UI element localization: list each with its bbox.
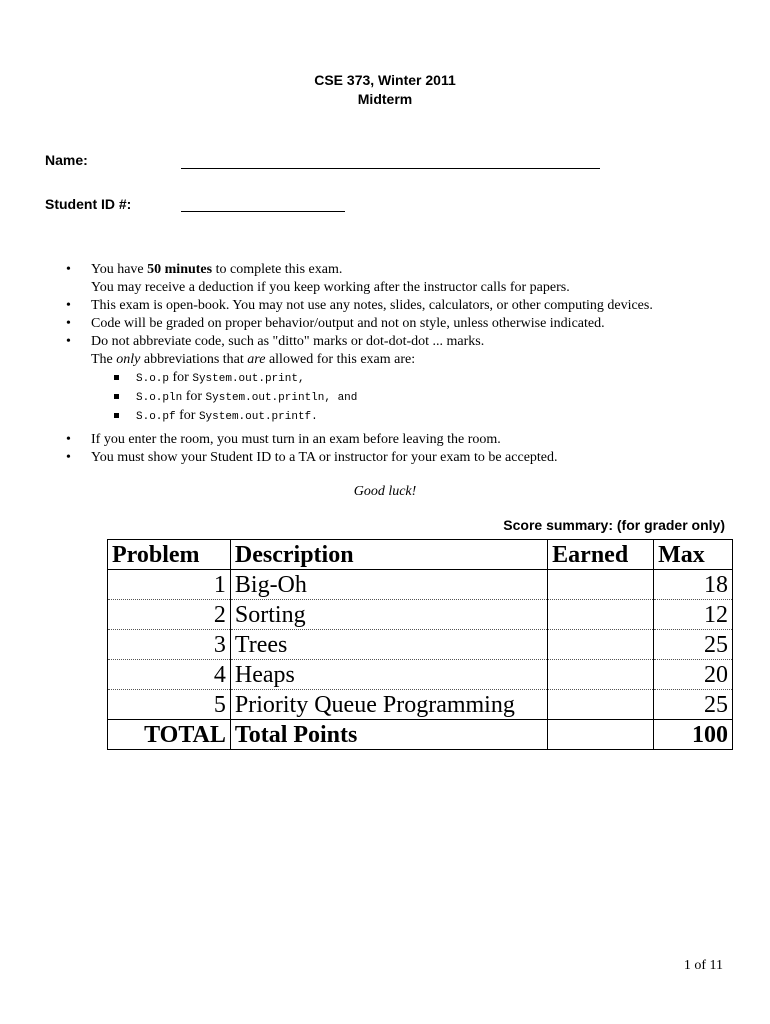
bullet-icon: • xyxy=(66,450,71,465)
good-luck-text: Good luck! xyxy=(353,484,417,499)
instruction-room: • If you enter the room, you must turn in an exam before leaving the room. xyxy=(66,432,501,447)
earned-cell[interactable] xyxy=(548,660,654,690)
problem-description: Big-Oh xyxy=(230,570,547,600)
bullet-icon: • xyxy=(66,298,71,313)
header-problem: Problem xyxy=(108,540,231,570)
square-bullet-icon xyxy=(114,413,119,418)
instruction-student-id: • You must show your Student ID to a TA or instructor for your exam to be accepted. xyxy=(66,450,558,465)
problem-number: 4 xyxy=(108,660,231,690)
instructions-list xyxy=(66,261,746,467)
problem-number: 3 xyxy=(108,630,231,660)
total-earned-cell[interactable] xyxy=(548,720,654,750)
header-earned: Earned xyxy=(548,540,654,570)
max-points: 18 xyxy=(654,570,733,600)
student-id-blank-line[interactable] xyxy=(181,211,345,212)
total-description: Total Points xyxy=(230,720,547,750)
abbreviation-item: S.o.pf for System.out.printf. xyxy=(66,407,746,426)
header-description: Description xyxy=(230,540,547,570)
square-bullet-icon xyxy=(114,375,119,380)
max-points: 25 xyxy=(654,690,733,720)
header-max: Max xyxy=(654,540,733,570)
bullet-icon: • xyxy=(66,262,71,277)
student-id-label: Student ID #: xyxy=(45,196,132,212)
problem-description: Priority Queue Programming xyxy=(230,690,547,720)
score-summary-caption: Score summary: (for grader only) xyxy=(503,517,725,533)
table-row xyxy=(108,570,733,600)
total-row xyxy=(108,720,733,750)
table-row xyxy=(108,660,733,690)
bullet-icon: • xyxy=(66,316,71,331)
abbreviation-item: S.o.pln for System.out.println, and xyxy=(66,388,746,407)
problem-number: 1 xyxy=(108,570,231,600)
exam-type: Midterm xyxy=(357,91,413,107)
problem-number: 5 xyxy=(108,690,231,720)
abbreviation-item: S.o.p for System.out.print, xyxy=(66,369,746,388)
instruction-open-book: • This exam is open-book. You may not use any notes, slides, calculators, or other computing devices. xyxy=(66,298,653,313)
instruction-time: • You have 50 minutes to complete this exam. You may receive a deduction if you keep working after the instructor calls for papers. xyxy=(66,262,570,295)
earned-cell[interactable] xyxy=(548,690,654,720)
table-row xyxy=(108,630,733,660)
exam-title xyxy=(0,71,770,109)
course-title: CSE 373, Winter 2011 xyxy=(314,72,456,88)
problem-description: Trees xyxy=(230,630,547,660)
problem-number: 2 xyxy=(108,600,231,630)
max-points: 20 xyxy=(654,660,733,690)
max-points: 25 xyxy=(654,630,733,660)
name-blank-line[interactable] xyxy=(181,168,600,169)
name-label: Name: xyxy=(45,152,88,168)
problem-description: Heaps xyxy=(230,660,547,690)
earned-cell[interactable] xyxy=(548,570,654,600)
square-bullet-icon xyxy=(114,394,119,399)
instruction-abbreviations: • Do not abbreviate code, such as "ditto" marks or dot-dot-dot ... marks. The only abbreviations that are allowed for this exam are: xyxy=(66,334,485,367)
earned-cell[interactable] xyxy=(548,630,654,660)
total-max-points: 100 xyxy=(654,720,733,750)
problem-description: Sorting xyxy=(230,600,547,630)
earned-cell[interactable] xyxy=(548,600,654,630)
table-row xyxy=(108,600,733,630)
max-points: 12 xyxy=(654,600,733,630)
total-label: TOTAL xyxy=(108,720,231,750)
bullet-icon: • xyxy=(66,432,71,447)
instruction-grading: • Code will be graded on proper behavior/output and not on style, unless otherwise indicated. xyxy=(66,316,605,331)
table-header-row xyxy=(108,540,733,570)
score-summary-table xyxy=(107,539,733,750)
page-number: 1 of 11 xyxy=(683,958,723,973)
bullet-icon: • xyxy=(66,334,71,349)
table-row xyxy=(108,690,733,720)
